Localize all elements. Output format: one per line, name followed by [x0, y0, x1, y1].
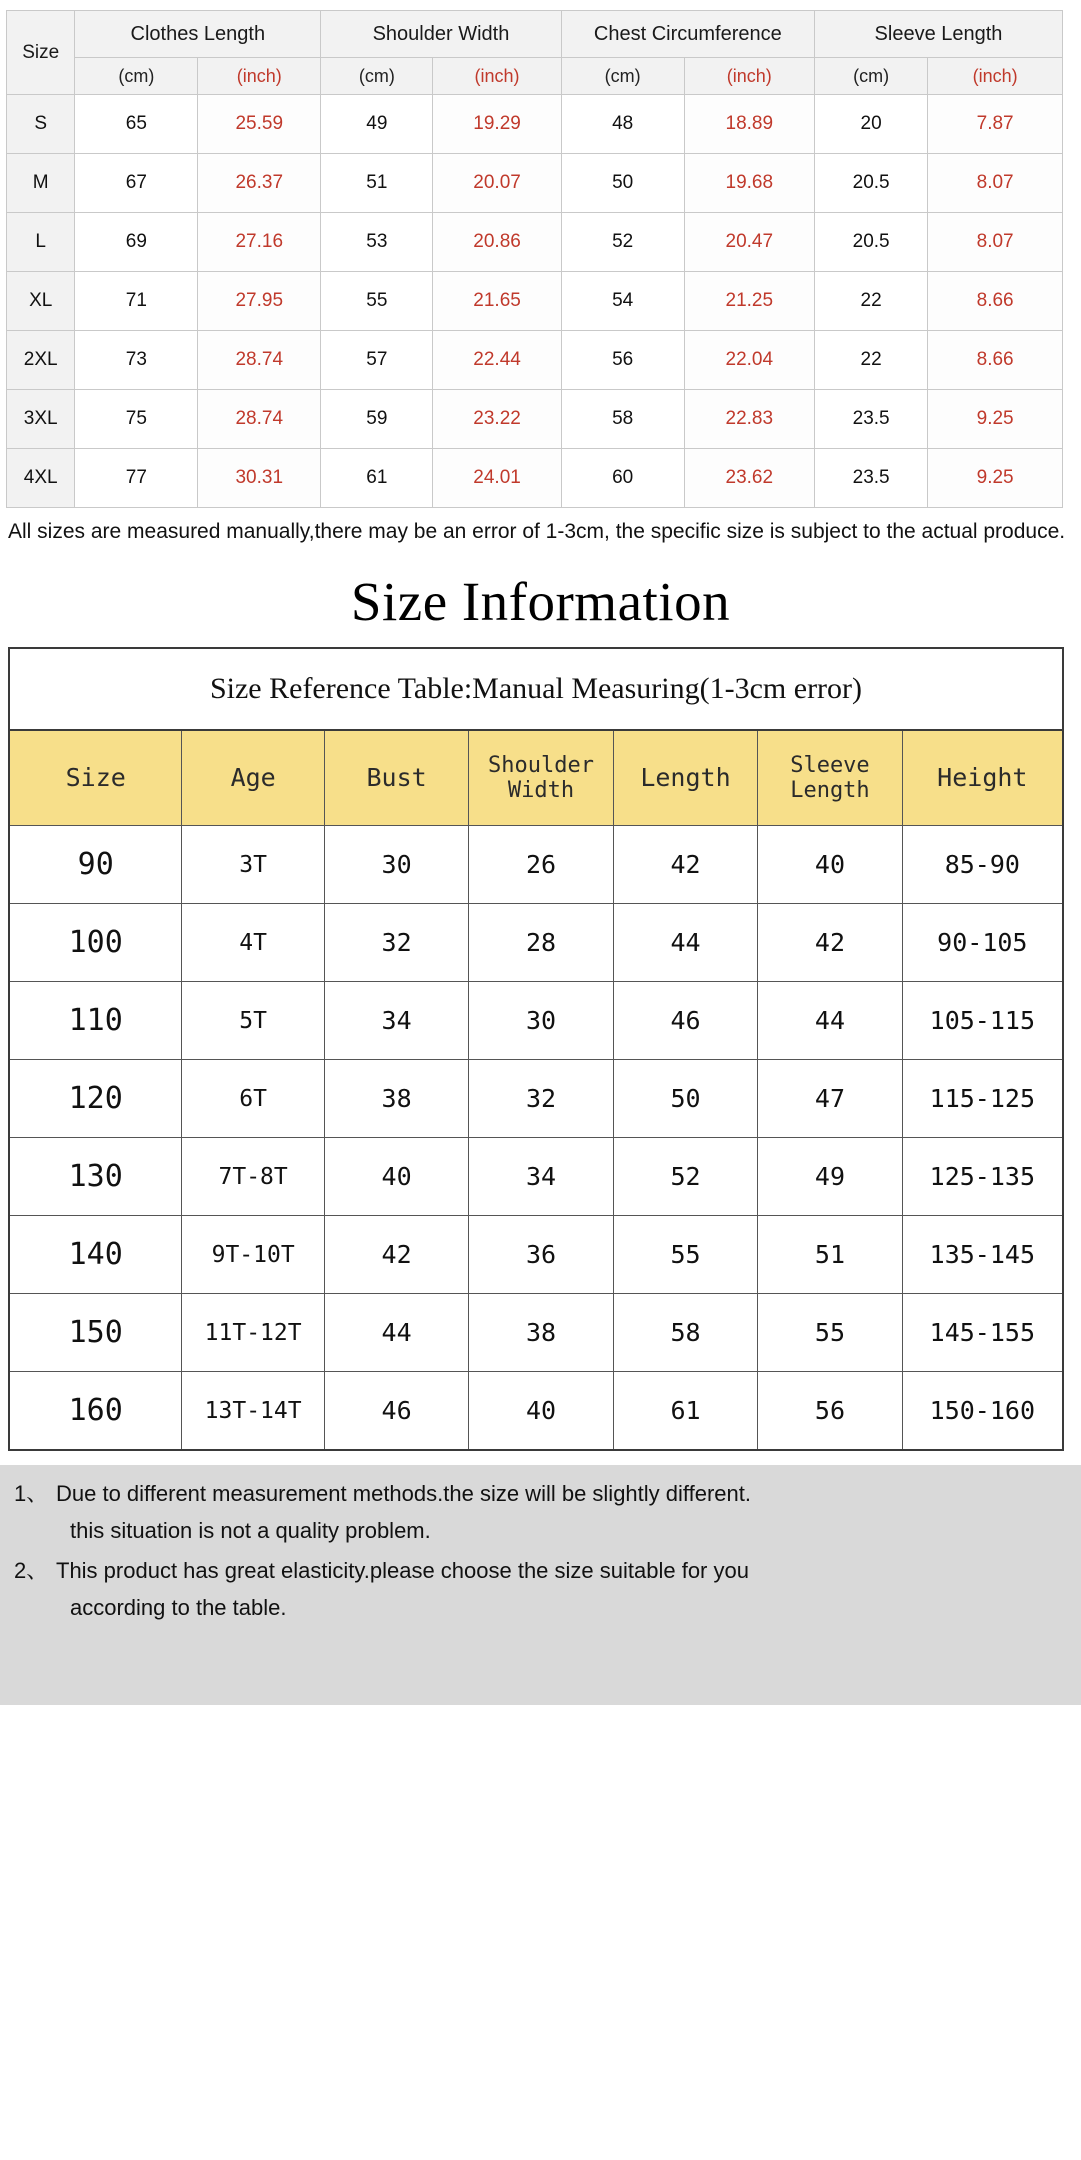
table-row — [9, 1372, 1063, 1451]
kids-header-size: Size — [9, 730, 182, 826]
footer-note-2-text: This product has great elasticity.please choose the size suitable for you — [56, 1558, 749, 1584]
kids-cell-size: 130 — [9, 1138, 182, 1216]
cell: 26.37 — [198, 154, 321, 213]
kids-table-caption: Size Reference Table:Manual Measuring(1-3cm error) — [9, 648, 1063, 730]
kids-cell-bust: 32 — [324, 904, 468, 982]
cell: 22.83 — [684, 390, 814, 449]
cell: 8.66 — [928, 331, 1063, 390]
cell: 58 — [561, 390, 684, 449]
cell: 59 — [321, 390, 433, 449]
kids-header-shoulder-width: Shoulder Width — [469, 730, 613, 826]
cell: 7.87 — [928, 95, 1063, 154]
kids-cell-age: 5T — [182, 982, 324, 1060]
unit-inch-sleeve-length: (inch) — [928, 58, 1063, 95]
kids-header-bust: Bust — [324, 730, 468, 826]
kids-cell-length: 61 — [613, 1372, 757, 1451]
cell: 77 — [75, 449, 198, 508]
cell: 9.25 — [928, 390, 1063, 449]
table-row — [9, 1294, 1063, 1372]
kids-cell-length: 50 — [613, 1060, 757, 1138]
cell: 73 — [75, 331, 198, 390]
adult-row-size-xl: XL — [7, 272, 75, 331]
cell: 19.68 — [684, 154, 814, 213]
kids-cell-size: 120 — [9, 1060, 182, 1138]
unit-inch-shoulder-width: (inch) — [433, 58, 561, 95]
table-row — [9, 904, 1063, 982]
cell: 60 — [561, 449, 684, 508]
table-row — [7, 331, 1063, 390]
table-row — [9, 982, 1063, 1060]
cell: 28.74 — [198, 331, 321, 390]
kids-cell-shoulder: 36 — [469, 1216, 613, 1294]
cell: 20.47 — [684, 213, 814, 272]
cell: 25.59 — [198, 95, 321, 154]
adult-header-sleeve-length: Sleeve Length — [814, 11, 1062, 58]
cell: 19.29 — [433, 95, 561, 154]
kids-cell-age: 9T-10T — [182, 1216, 324, 1294]
table-row — [7, 390, 1063, 449]
adult-header-clothes-length: Clothes Length — [75, 11, 321, 58]
kids-cell-height: 115-125 — [902, 1060, 1063, 1138]
footer-notes — [0, 1465, 1081, 1705]
unit-cm-sleeve-length: (cm) — [814, 58, 927, 95]
kids-cell-size: 110 — [9, 982, 182, 1060]
table-row — [7, 213, 1063, 272]
footer-note-1 — [14, 1481, 1071, 1507]
kids-cell-age: 3T — [182, 826, 324, 904]
adult-size-table-container — [0, 0, 1081, 508]
cell: 61 — [321, 449, 433, 508]
cell: 27.95 — [198, 272, 321, 331]
kids-cell-size: 150 — [9, 1294, 182, 1372]
kids-cell-height: 125-135 — [902, 1138, 1063, 1216]
kids-cell-shoulder: 26 — [469, 826, 613, 904]
adult-header-chest-circumference: Chest Circumference — [561, 11, 814, 58]
cell: 51 — [321, 154, 433, 213]
kids-cell-age: 4T — [182, 904, 324, 982]
cell: 21.25 — [684, 272, 814, 331]
adult-row-size-s: S — [7, 95, 75, 154]
table-row — [9, 1060, 1063, 1138]
cell: 27.16 — [198, 213, 321, 272]
kids-cell-height: 135-145 — [902, 1216, 1063, 1294]
adult-table-corner-size-label: Size — [7, 11, 75, 95]
kids-cell-sleeve: 55 — [758, 1294, 902, 1372]
kids-cell-size: 140 — [9, 1216, 182, 1294]
cell: 20 — [814, 95, 927, 154]
cell: 28.74 — [198, 390, 321, 449]
kids-cell-age: 13T-14T — [182, 1372, 324, 1451]
cell: 23.5 — [814, 390, 927, 449]
kids-cell-bust: 38 — [324, 1060, 468, 1138]
kids-size-table-container — [0, 647, 1081, 1451]
kids-cell-bust: 40 — [324, 1138, 468, 1216]
kids-cell-bust: 42 — [324, 1216, 468, 1294]
cell: 8.66 — [928, 272, 1063, 331]
cell: 53 — [321, 213, 433, 272]
kids-cell-bust: 34 — [324, 982, 468, 1060]
kids-cell-sleeve: 49 — [758, 1138, 902, 1216]
kids-cell-height: 85-90 — [902, 826, 1063, 904]
cell: 71 — [75, 272, 198, 331]
kids-cell-age: 7T-8T — [182, 1138, 324, 1216]
cell: 52 — [561, 213, 684, 272]
kids-cell-sleeve: 51 — [758, 1216, 902, 1294]
kids-cell-height: 150-160 — [902, 1372, 1063, 1451]
kids-cell-height: 105-115 — [902, 982, 1063, 1060]
kids-cell-shoulder: 38 — [469, 1294, 613, 1372]
footer-note-1-text: Due to different measurement methods.the size will be slightly different. — [56, 1481, 751, 1507]
cell: 22 — [814, 331, 927, 390]
footer-note-2-number: 2、 — [14, 1558, 49, 1584]
kids-cell-sleeve: 44 — [758, 982, 902, 1060]
kids-cell-size: 160 — [9, 1372, 182, 1451]
kids-cell-shoulder: 40 — [469, 1372, 613, 1451]
kids-header-age: Age — [182, 730, 324, 826]
adult-table-unit-header-row — [7, 58, 1063, 95]
cell: 20.07 — [433, 154, 561, 213]
adult-row-size-2xl: 2XL — [7, 331, 75, 390]
adult-row-size-l: L — [7, 213, 75, 272]
kids-cell-length: 52 — [613, 1138, 757, 1216]
kids-cell-length: 44 — [613, 904, 757, 982]
kids-cell-height: 90-105 — [902, 904, 1063, 982]
cell: 55 — [321, 272, 433, 331]
unit-cm-shoulder-width: (cm) — [321, 58, 433, 95]
kids-cell-size: 90 — [9, 826, 182, 904]
cell: 18.89 — [684, 95, 814, 154]
kids-header-length: Length — [613, 730, 757, 826]
table-row — [7, 272, 1063, 331]
kids-cell-sleeve: 47 — [758, 1060, 902, 1138]
kids-cell-length: 55 — [613, 1216, 757, 1294]
adult-table-measurement-note: All sizes are measured manually,there may be an error of 1-3cm, the specific size is subject to the actual produce. — [8, 520, 1066, 543]
table-row — [9, 1138, 1063, 1216]
adult-size-table — [6, 10, 1063, 508]
unit-inch-chest-circumference: (inch) — [684, 58, 814, 95]
kids-cell-age: 11T-12T — [182, 1294, 324, 1372]
kids-cell-height: 145-155 — [902, 1294, 1063, 1372]
kids-cell-shoulder: 32 — [469, 1060, 613, 1138]
cell: 22 — [814, 272, 927, 331]
cell: 69 — [75, 213, 198, 272]
kids-cell-sleeve: 40 — [758, 826, 902, 904]
cell: 24.01 — [433, 449, 561, 508]
kids-cell-sleeve: 56 — [758, 1372, 902, 1451]
cell: 20.5 — [814, 213, 927, 272]
footer-note-2-continuation: according to the table. — [70, 1594, 287, 1620]
cell: 20.86 — [433, 213, 561, 272]
adult-row-size-3xl: 3XL — [7, 390, 75, 449]
cell: 75 — [75, 390, 198, 449]
cell: 23.22 — [433, 390, 561, 449]
adult-row-size-m: M — [7, 154, 75, 213]
kids-header-height: Height — [902, 730, 1063, 826]
adult-table-group-header-row — [7, 11, 1063, 58]
table-row — [7, 95, 1063, 154]
kids-cell-shoulder: 34 — [469, 1138, 613, 1216]
cell: 8.07 — [928, 154, 1063, 213]
cell: 65 — [75, 95, 198, 154]
cell: 30.31 — [198, 449, 321, 508]
unit-cm-chest-circumference: (cm) — [561, 58, 684, 95]
cell: 56 — [561, 331, 684, 390]
table-row — [9, 826, 1063, 904]
table-row — [7, 449, 1063, 508]
kids-size-table — [8, 647, 1064, 1451]
cell: 20.5 — [814, 154, 927, 213]
adult-row-size-4xl: 4XL — [7, 449, 75, 508]
cell: 9.25 — [928, 449, 1063, 508]
kids-cell-age: 6T — [182, 1060, 324, 1138]
kids-cell-length: 58 — [613, 1294, 757, 1372]
cell: 54 — [561, 272, 684, 331]
kids-header-sleeve-length: Sleeve Length — [758, 730, 902, 826]
adult-header-shoulder-width: Shoulder Width — [321, 11, 561, 58]
cell: 57 — [321, 331, 433, 390]
cell: 49 — [321, 95, 433, 154]
cell: 22.44 — [433, 331, 561, 390]
kids-cell-size: 100 — [9, 904, 182, 982]
table-row — [7, 154, 1063, 213]
table-row — [9, 1216, 1063, 1294]
kids-cell-bust: 46 — [324, 1372, 468, 1451]
footer-note-1-number: 1、 — [14, 1481, 49, 1507]
kids-cell-bust: 30 — [324, 826, 468, 904]
cell: 67 — [75, 154, 198, 213]
kids-table-header-row — [9, 730, 1063, 826]
unit-cm-clothes-length: (cm) — [75, 58, 198, 95]
cell: 48 — [561, 95, 684, 154]
cell: 8.07 — [928, 213, 1063, 272]
cell: 21.65 — [433, 272, 561, 331]
cell: 23.62 — [684, 449, 814, 508]
unit-inch-clothes-length: (inch) — [198, 58, 321, 95]
cell: 22.04 — [684, 331, 814, 390]
page-title: Size Information — [350, 571, 731, 633]
kids-cell-length: 46 — [613, 982, 757, 1060]
kids-cell-bust: 44 — [324, 1294, 468, 1372]
cell: 23.5 — [814, 449, 927, 508]
kids-cell-shoulder: 28 — [469, 904, 613, 982]
footer-note-2 — [14, 1558, 1071, 1584]
kids-cell-sleeve: 42 — [758, 904, 902, 982]
footer-note-1-continuation: this situation is not a quality problem. — [70, 1517, 431, 1543]
kids-cell-length: 42 — [613, 826, 757, 904]
cell: 50 — [561, 154, 684, 213]
kids-cell-shoulder: 30 — [469, 982, 613, 1060]
kids-table-caption-row — [9, 648, 1063, 730]
